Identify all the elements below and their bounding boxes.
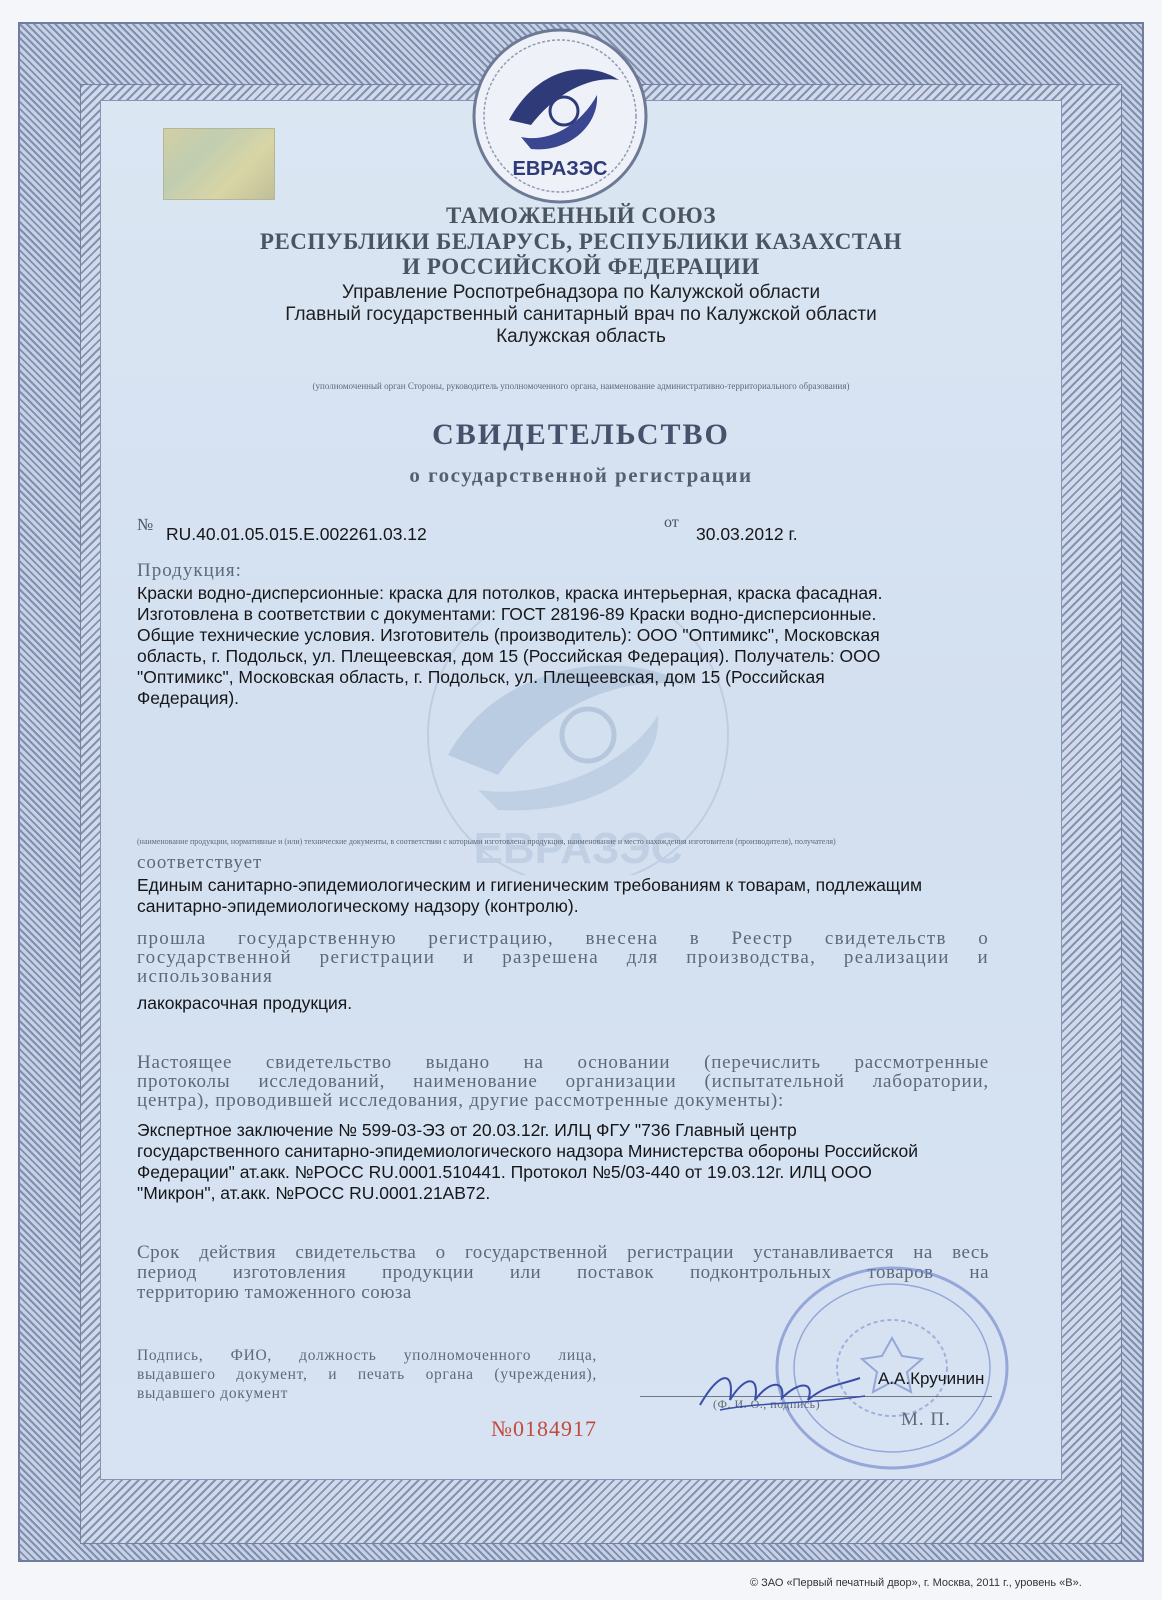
date-label: от — [664, 514, 679, 531]
printer-footer: © ЗАО «Первый печатный двор», г. Москва, 2011 г., уровень «В». — [750, 1577, 1082, 1589]
basis-document-line: Федерации" ат.акк. №РОСС RU.0001.510441. Протокол №5/03-440 от 19.03.12г. ИЛЦ ООО — [137, 1162, 872, 1182]
signature-line: выдавшего документ — [137, 1385, 289, 1402]
conformity-text — [137, 875, 1017, 917]
signature-line: выдавшего документ, и печать органа (учреждения), — [137, 1366, 597, 1383]
product-label: Продукция: — [137, 560, 242, 581]
registration-statement-line: государственной регистрации и разрешена для производства, реализации и — [137, 947, 989, 968]
product-category: лакокрасочная продукция. — [137, 993, 353, 1013]
authority-line-1: Управление Роспотребнадзора по Калужской области — [341, 282, 821, 303]
logo-text: ЕВРАЗЭС — [512, 158, 608, 180]
validity-line: период изготовления продукции или поставок подконтрольных товаров на — [137, 1262, 989, 1283]
signature-statement — [137, 1346, 597, 1403]
conformity-label: соответствует — [137, 852, 263, 873]
authority-caption: (уполномоченный орган Стороны, руководитель уполномоченного органа, наименование административно-территориального образования) — [312, 381, 850, 391]
hologram-strip — [163, 128, 275, 200]
certificate-subtitle: о государственной регистрации — [409, 463, 753, 487]
validity-line: Срок действия свидетельства о государственной регистрации устанавливается на весь — [137, 1242, 989, 1263]
header-line-1: ТАМОЖЕННЫЙ СОЮЗ — [446, 203, 716, 228]
number-label: № — [137, 515, 154, 534]
euraseс-emblem-icon — [469, 25, 651, 207]
conformity-line: санитарно-эпидемиологическому надзору (контролю). — [137, 896, 579, 916]
basis-line: протоколы исследований, наименование организации (испытательной лаборатории, — [137, 1071, 989, 1092]
product-line: Общие технические условия. Изготовитель (производитель): ООО "Оптимикс", Московская — [137, 625, 880, 645]
conformity-line: Единым санитарно-эпидемиологическим и гигиеническим требованиям к товарам, подлежащим — [137, 875, 923, 895]
certificate-title: СВИДЕТЕЛЬСТВО — [432, 418, 730, 451]
authority-line-3: Калужская область — [496, 326, 666, 347]
basis-document-line: "Микрон", ат.акк. №РОСС RU.0001.21АВ72. — [137, 1183, 491, 1203]
product-line: "Оптимикс", Московская область, г. Подольск, ул. Плещеевская, дом 15 (Российская — [137, 667, 825, 687]
validity-line: территорию таможенного союза — [137, 1282, 412, 1303]
stamp-place-label: М. П. — [901, 1409, 951, 1430]
registration-statement-line: использования — [137, 966, 274, 987]
basis-line: центра), проводившей исследования, другие рассмотренные документы): — [137, 1090, 785, 1111]
basis-line: Настоящее свидетельство выдано на основании (перечислить рассмотренные — [137, 1052, 989, 1073]
watermark-text: ЕВРАЗЭС — [473, 824, 683, 873]
basis-document-line: государственного санитарно-эпидемиологического надзора Министерства обороны Российской — [137, 1141, 919, 1161]
product-line: область, г. Подольск, ул. Плещеевская, дом 15 (Российская Федерация). Получатель: ООО — [137, 646, 881, 666]
product-line: Федерация). — [137, 688, 240, 708]
registration-statement — [137, 929, 989, 986]
basis-document-line: Экспертное заключение № 599-03-ЭЗ от 20.03.12г. ИЛЦ ФГУ "736 Главный центр — [137, 1120, 797, 1140]
signature-caption: (Ф. И. О., подпись) — [713, 1397, 821, 1411]
blank-serial-number: №0184917 — [491, 1416, 597, 1441]
signatory-name: А.А.Кручинин — [878, 1369, 985, 1388]
product-description — [137, 583, 1017, 709]
authority-line-2: Главный государственный санитарный врач по Калужской области — [285, 304, 877, 325]
registration-number: RU.40.01.05.015.Е.002261.03.12 — [166, 524, 427, 544]
handwritten-signature-icon — [690, 1360, 870, 1420]
signature-line: Подпись, ФИО, должность уполномоченного лица, — [137, 1347, 597, 1364]
product-line: Краски водно-дисперсионные: краска для потолков, краска интерьерная, краска фасадная. — [137, 583, 883, 603]
basis-statement — [137, 1053, 989, 1110]
header-line-3: И РОССИЙСКОЙ ФЕДЕРАЦИИ — [402, 254, 760, 279]
product-line: Изготовлена в соответствии с документами: ГОСТ 28196-89 Краски водно-дисперсионные. — [137, 604, 877, 624]
registration-statement-line: прошла государственную регистрацию, внесена в Реестр свидетельств о — [137, 928, 989, 949]
header-line-2: РЕСПУБЛИКИ БЕЛАРУСЬ, РЕСПУБЛИКИ КАЗАХСТАН — [259, 229, 903, 254]
product-caption: (наименование продукции, нормативные и (или) технические документы, в соответствии с которыми изготовлена продукция, наименование и место нахождения изготовителя (производителя), получателя) — [137, 837, 836, 846]
registration-date: 30.03.2012 г. — [696, 524, 798, 544]
basis-documents — [137, 1120, 1017, 1204]
